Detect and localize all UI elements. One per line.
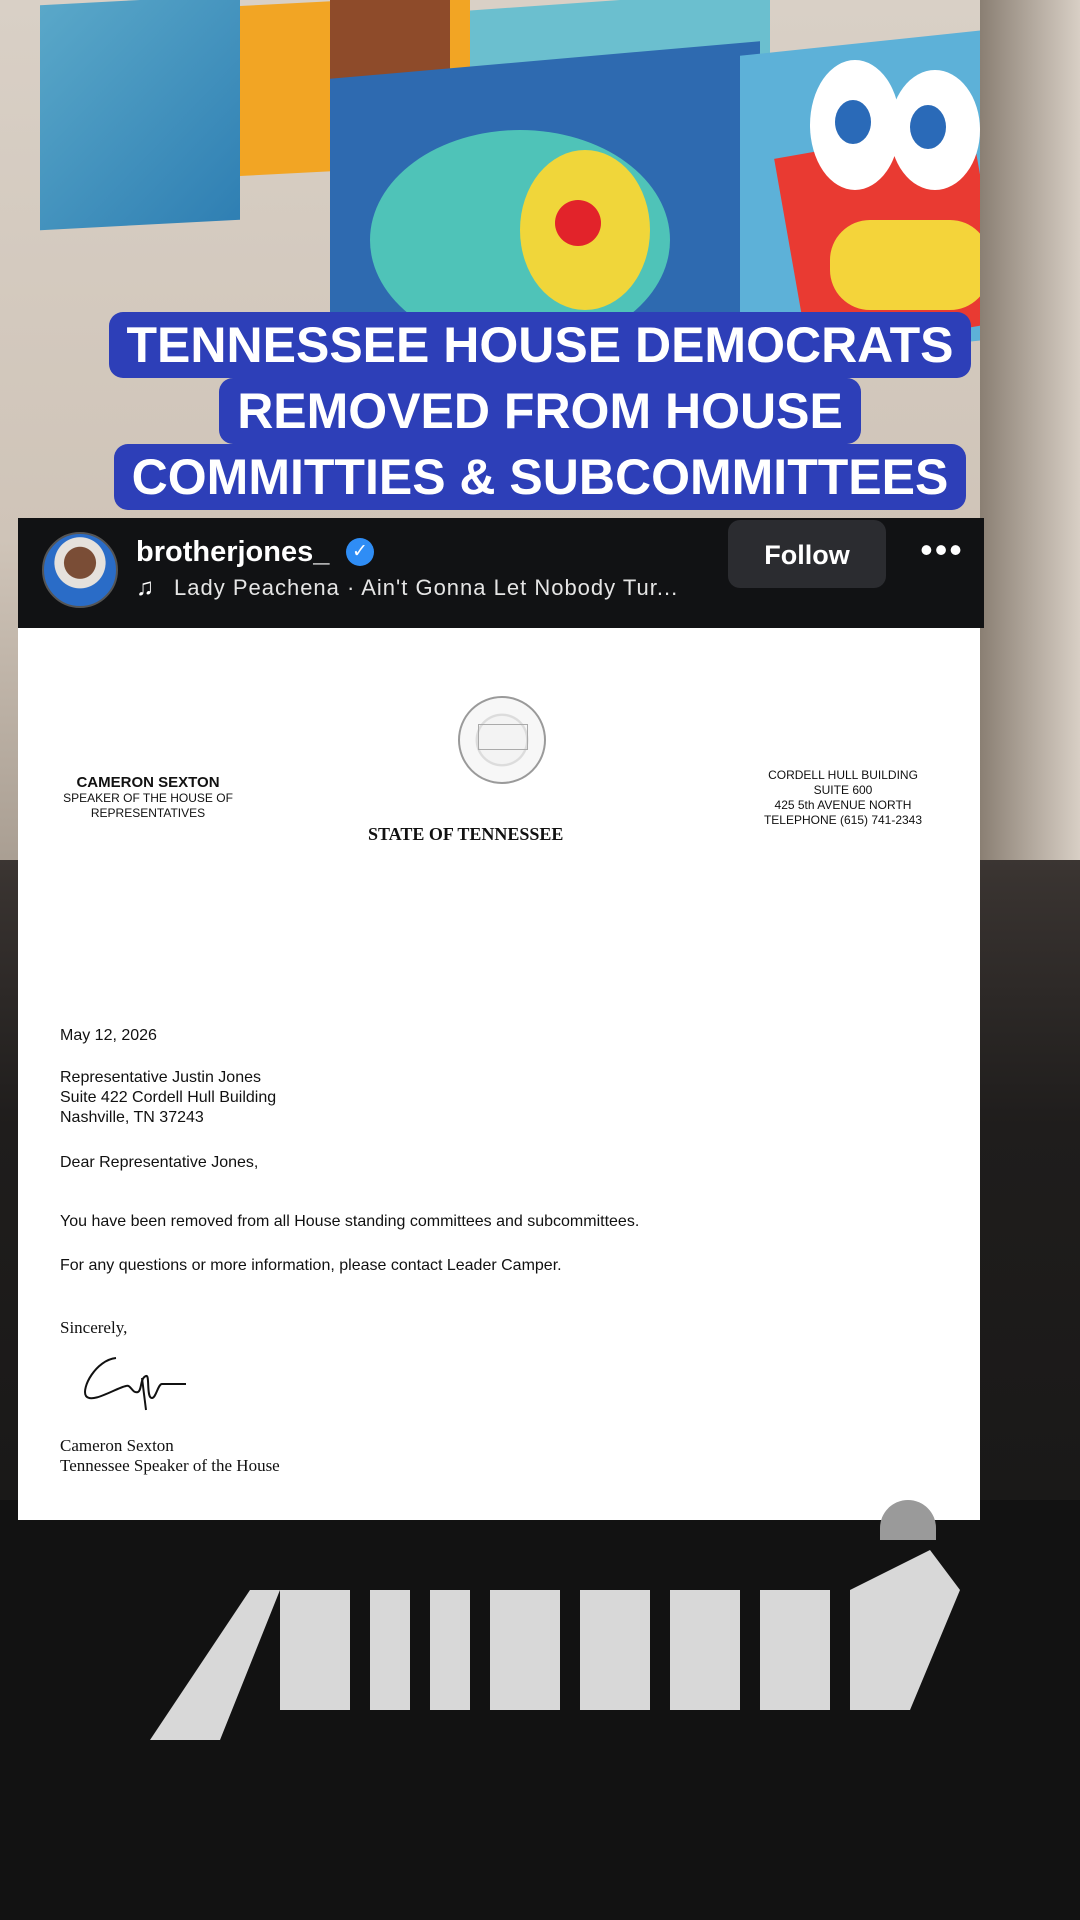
address-line-1: CORDELL HULL BUILDING	[768, 768, 918, 782]
shirt-logo-graphic	[130, 1550, 980, 1750]
letter-body-1: You have been removed from all House standing committees and subcommittees.	[60, 1213, 640, 1230]
address-line-4: TELEPHONE (615) 741-2343	[763, 813, 923, 827]
address-line-3: 425 5th AVENUE NORTH	[774, 798, 912, 812]
music-line[interactable]	[136, 574, 678, 602]
recipient-line-1: Representative Justin Jones	[60, 1069, 261, 1086]
sender-block	[38, 774, 258, 821]
headline-line-2: REMOVED FROM HOUSE	[219, 378, 861, 444]
letter-body-2: For any questions or more information, please contact Leader Camper.	[60, 1257, 562, 1274]
post-header	[18, 518, 984, 628]
salutation: Dear Representative Jones,	[60, 1154, 259, 1171]
music-text: Lady Peachena · Ain't Gonna Let Nobody Tur...	[174, 575, 679, 600]
painting-canvas	[40, 0, 240, 230]
more-options-icon[interactable]: •••	[920, 529, 964, 570]
letter-document	[18, 628, 980, 1520]
recipient-line-3: Nashville, TN 37243	[60, 1109, 204, 1126]
embedded-post	[18, 518, 984, 1520]
painting-canvas	[910, 105, 946, 149]
painting-canvas	[830, 220, 990, 310]
signer-title: Tennessee Speaker of the House	[60, 1456, 280, 1475]
avatar[interactable]	[42, 532, 118, 608]
headline-line-1: TENNESSEE HOUSE DEMOCRATS	[109, 312, 972, 378]
state-heading: STATE OF TENNESSEE	[368, 824, 564, 844]
signer-name: Cameron Sexton	[60, 1436, 174, 1455]
signature-graphic	[76, 1348, 196, 1418]
sender-title-2: REPRESENTATIVES	[90, 806, 206, 820]
recipient-block	[60, 1068, 276, 1128]
painting-canvas	[835, 100, 871, 144]
headline-overlay	[60, 312, 1020, 510]
sender-name: CAMERON SEXTON	[76, 774, 220, 791]
follow-button[interactable]: Follow	[728, 520, 886, 588]
state-seal-icon	[458, 696, 546, 784]
painting-canvas	[555, 200, 601, 246]
music-note-icon: ♫	[136, 574, 155, 601]
signer-block	[60, 1436, 280, 1476]
username[interactable]: brotherjones_	[136, 536, 330, 568]
letter-date: May 12, 2026	[60, 1027, 157, 1044]
verified-badge-icon: ✓	[346, 538, 374, 566]
sender-title-1: SPEAKER OF THE HOUSE OF	[63, 791, 233, 805]
letter-closing: Sincerely,	[60, 1318, 128, 1337]
headline-line-3: COMMITTIES & SUBCOMMITTEES	[114, 444, 967, 510]
recipient-line-2: Suite 422 Cordell Hull Building	[60, 1089, 277, 1106]
address-line-2: SUITE 600	[813, 783, 873, 797]
address-block	[718, 768, 968, 828]
